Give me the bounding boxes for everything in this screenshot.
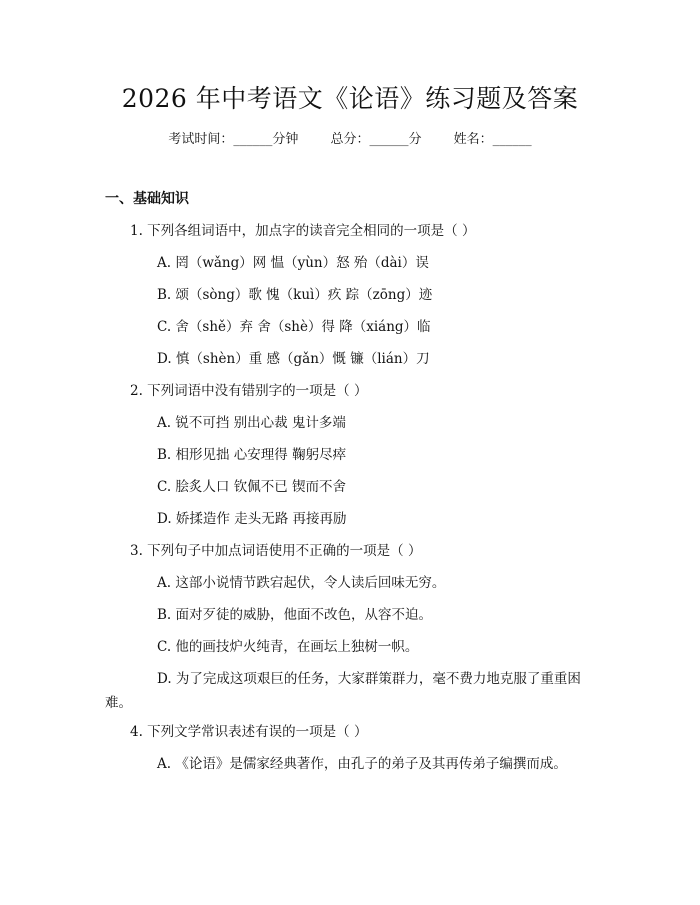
q1-option-b: B. 颂（sòng）歌 愧（kuì）疚 踪（zōng）迹 xyxy=(157,287,433,303)
section-heading: 一、基础知识 xyxy=(105,191,189,207)
exam-score: 总分：______分 xyxy=(330,132,422,147)
q2-option-c: C. 脍炙人口 钦佩不已 锲而不舍 xyxy=(157,479,347,495)
q4-option-a: A. 《论语》是儒家经典著作，由孔子的弟子及其再传弟子编撰而成。 xyxy=(157,756,567,772)
q1-option-d: D. 慎（shèn）重 感（gǎn）慨 镰（lián）刀 xyxy=(157,351,430,367)
q2-option-b: B. 相形见拙 心安理得 鞠躬尽瘁 xyxy=(157,447,347,463)
question-3: 3. 下列句子中加点词语使用不正确的一项是（ ） xyxy=(130,543,422,559)
q3-option-a: A. 这部小说情节跌宕起伏，令人读后回味无穷。 xyxy=(157,575,446,591)
q1-option-c: C. 舍（shě）弃 舍（shè）得 降（xiáng）临 xyxy=(157,319,431,335)
exam-info xyxy=(0,130,700,150)
page-title: 2026 年中考语文《论语》练习题及答案 xyxy=(121,84,579,113)
student-name: 姓名：______ xyxy=(453,132,532,147)
question-2: 2. 下列词语中没有错别字的一项是（ ） xyxy=(130,383,368,399)
q3-option-b: B. 面对歹徒的威胁，他面不改色，从容不迫。 xyxy=(157,607,433,623)
q2-option-d: D. 娇揉造作 走头无路 再接再励 xyxy=(157,511,347,527)
question-1: 1. 下列各组词语中，加点字的读音完全相同的一项是（ ） xyxy=(130,223,476,239)
exam-time: 考试时间：______分钟 xyxy=(168,132,299,147)
question-4: 4. 下列文学常识表述有误的一项是（ ） xyxy=(130,724,368,740)
q1-option-a: A. 罔（wǎng）网 愠（yùn）怒 殆（dài）误 xyxy=(157,255,429,271)
q2-option-a: A. 锐不可挡 别出心裁 鬼计多端 xyxy=(157,415,346,431)
q3-option-c: C. 他的画技炉火纯青，在画坛上独树一帜。 xyxy=(157,639,419,655)
q3-option-d: D. 为了完成这项艰巨的任务，大家群策群力，毫不费力地克服了重重困难。 xyxy=(105,671,581,711)
